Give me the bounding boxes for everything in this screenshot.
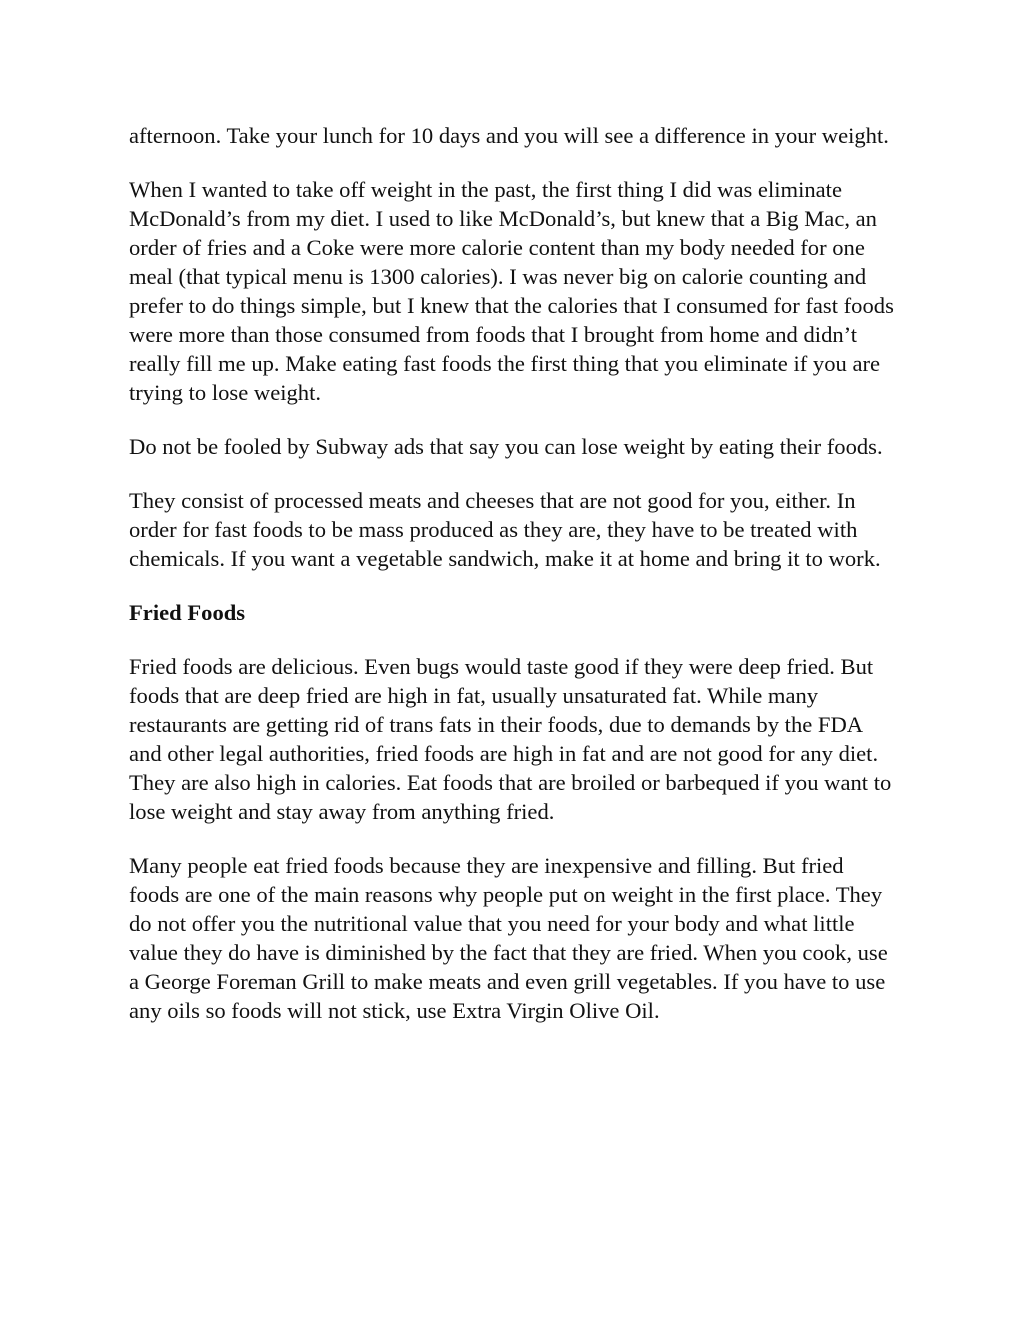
document-body (129, 121, 899, 1050)
paragraph-mcdonalds: When I wanted to take off weight in the past, the first thing I did was eliminate McDonald’s from my diet. I used to like McDonald’s, but knew that a Big Mac, an order of fries and a Coke were more calorie content than my body needed for one meal (that typical menu is 1300 calories). I was never big on calorie counting and prefer to do things simple, but I knew that the calories that I consumed for fast foods were more than those consumed from foods that I brought from home and didn’t really fill me up. Make eating fast foods the first thing that you eliminate if you are trying to lose weight. (129, 177, 894, 405)
paragraph-fried-foods-filling: Many people eat fried foods because they are inexpensive and filling. But fried foods are one of the main reasons why people put on weight in the first place. They do not offer you the nutritional value that you need for your body and what little value they do have is diminished by the fact that they are fried. When you cook, use a George Foreman Grill to make meats and even grill vegetables. If you have to use any oils so foods will not stick, use Extra Virgin Olive Oil. (129, 853, 888, 1023)
paragraph-fried-foods-delicious: Fried foods are delicious. Even bugs would taste good if they were deep fried. But foods that are deep fried are high in fat, usually unsaturated fat. While many restaurants are getting rid of trans fats in their foods, due to demands by the FDA and other legal authorities, fried foods are high in fat and are not good for any diet. They are also high in calories. Eat foods that are broiled or barbequed if you want to lose weight and stay away from anything fried. (129, 654, 892, 824)
section-heading-fried-foods: Fried Foods (129, 600, 246, 625)
paragraph-processed-meats: They consist of processed meats and cheeses that are not good for you, either. In order for fast foods to be mass produced as they are, they have to be treated with chemicals. If you want a vegetable sandwich, make it at home and bring it to work. (129, 488, 881, 571)
paragraph-subway-ads: Do not be fooled by Subway ads that say you can lose weight by eating their foods. (129, 434, 883, 459)
paragraph-lunch-continuation: afternoon. Take your lunch for 10 days and you will see a difference in your weight. (129, 123, 889, 148)
